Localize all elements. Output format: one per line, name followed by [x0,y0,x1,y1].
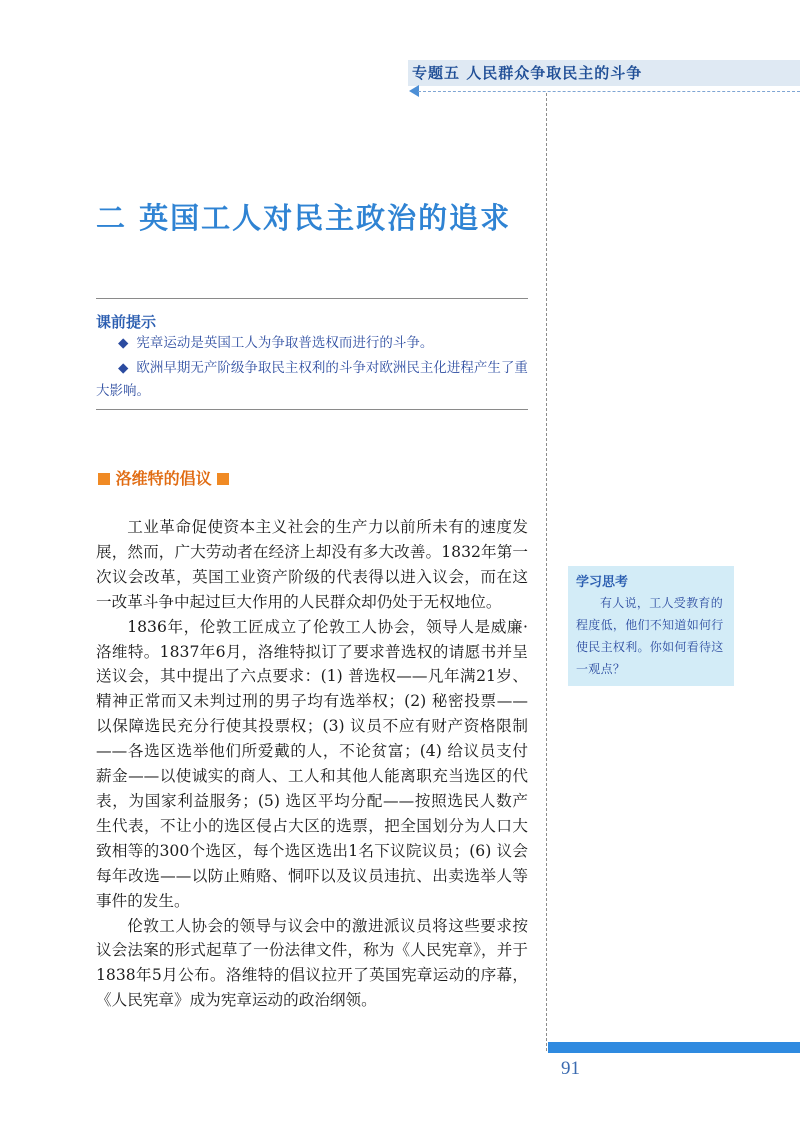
subsection-title: 洛维特的倡议 [115,469,212,488]
footer-bar [548,1042,800,1053]
preview-item-text: 欧洲早期无产阶级争取民主权利的斗争对欧洲民主化进程产生了重大影响。 [96,360,528,399]
body-paragraph: 工业革命促使资本主义社会的生产力以前所未有的速度发展，然而，广大劳动者在经济上却没有多大改善。1832年第一次议会改革，英国工业资产阶级的代表得以进入议会，而在这一改革斗争中起过巨大作用的人民群众却仍处于无权地位。 [96,518,528,611]
preview-bottom-rule [96,409,528,410]
square-icon [98,473,110,485]
section-title: 二 英国工人对民主政治的追求 [96,201,512,235]
body-text [96,515,528,1013]
preview-heading: 课前提示 [96,313,157,331]
page-number: 91 [561,1058,580,1079]
preview-item-text: 宪章运动是英国工人为争取普选权而进行的斗争。 [136,335,434,351]
subsection-heading [98,466,229,489]
chapter-title: 专题五 人民群众争取民主的斗争 [412,64,643,82]
preview-top-rule [96,298,528,299]
square-icon [217,473,229,485]
header-divider [418,91,800,92]
study-box-title: 学习思考 [576,575,629,590]
diamond-icon: ◆ [118,335,129,351]
study-box-text: 有人说，工人受教育的程度低，他们不知道如何行使民主权利。你如何看待这一观点？ [576,596,724,676]
body-paragraph: 伦敦工人协会的领导与议会中的激进派议员将这些要求按议会法案的形式起草了一份法律文件，称为《人民宪章》，并于1838年5月公布。洛维特的倡议拉开了英国宪章运动的序幕，《人民宪章》成为宪章运动的政治纲领。 [96,916,528,1010]
preview-item [96,332,528,355]
diamond-icon: ◆ [118,360,129,376]
margin-divider [546,93,547,1051]
body-paragraph: 1836年，伦敦工匠成立了伦敦工人协会，领导人是威廉·洛维特。1837年6月，洛维特拟订了要求普选权的请愿书并呈送议会，其中提出了六点要求：(1) 普选权——凡年满21岁、精神正常而又未判过刑的男子均有选举权；(2) 秘密投票——以保障选民充分行使其投票权；(3) 议员不应有财产资格限制——各选区选举他们所爱戴的人，不论贫富；(4) 给议员支付薪金——以使诚实的商人、工人和其他人能离职充当选区的代表，为国家利益服务；(5) 选区平均分配——按照选民人数产生代表，不让小的选区侵占大区的选票，把全国划分为人口大致相等的300个选区，每个选区选出1名下议院议员；(6) 议会每年改选——以防止贿赂、恫吓以及议员违抗、出卖选举人等事件的发生。 [96,617,528,910]
preview-item [96,357,528,403]
